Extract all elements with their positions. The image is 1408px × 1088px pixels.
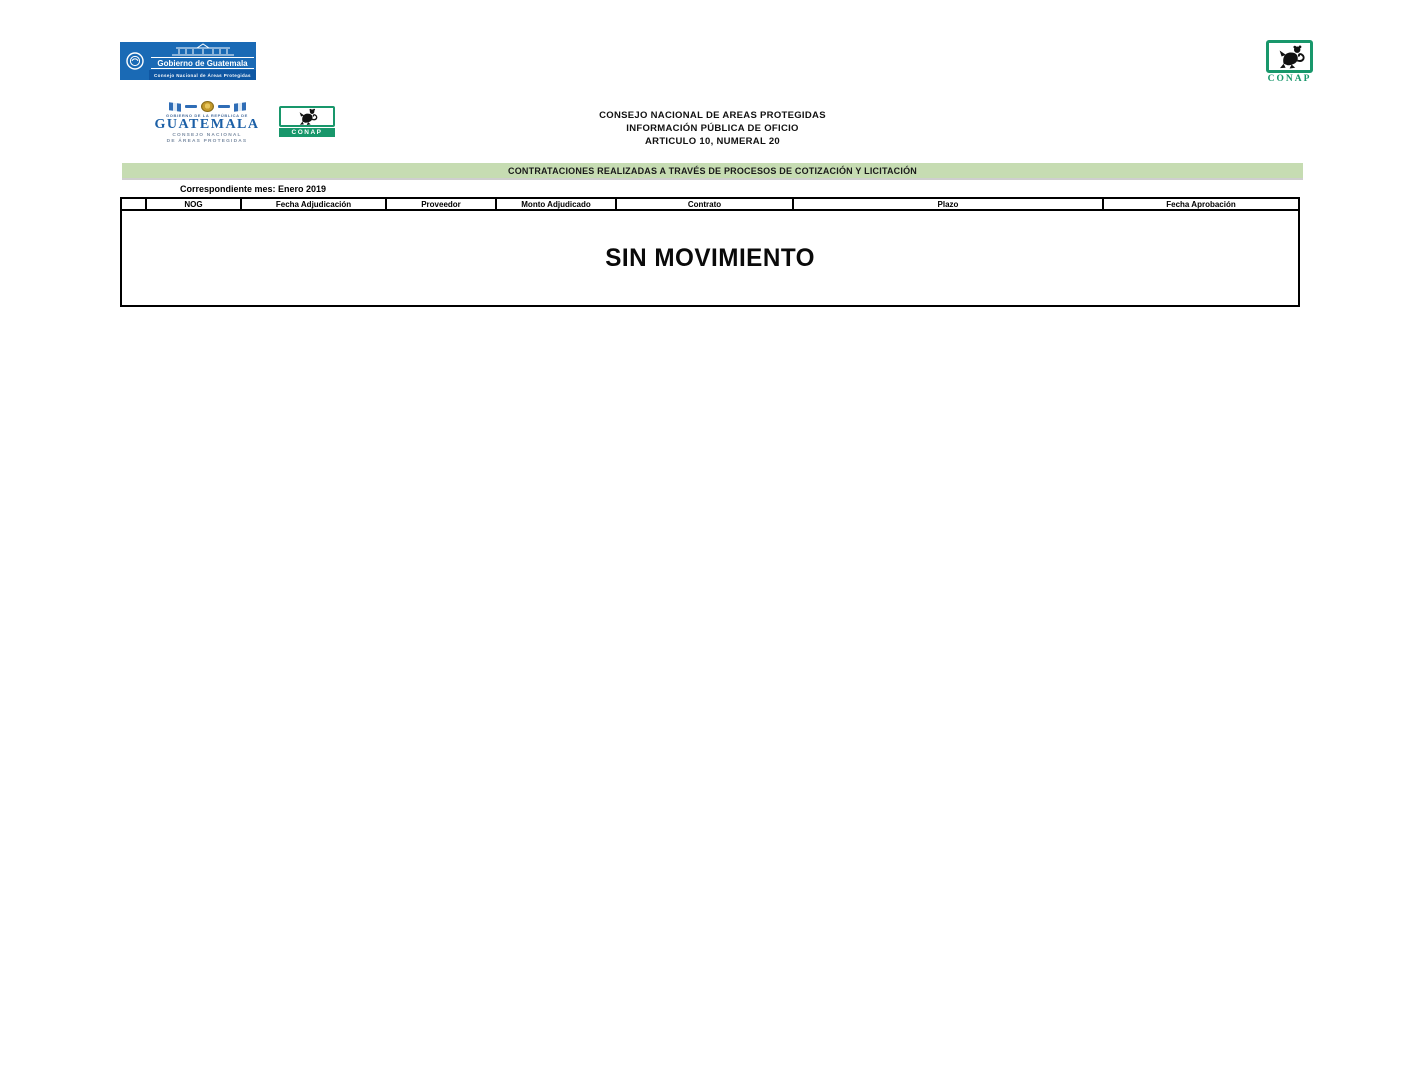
conap-logo-label: CONAP bbox=[279, 128, 335, 137]
flag-ribbon-icon bbox=[185, 105, 197, 108]
column-header-proveedor: Proveedor bbox=[387, 199, 497, 209]
section-banner bbox=[122, 163, 1303, 180]
table-empty-body bbox=[120, 211, 1300, 307]
conap-logo-top-right bbox=[1266, 40, 1313, 84]
column-header-nog: NOG bbox=[147, 199, 242, 209]
guatemala-logo-subtitle-1: CONSEJO NACIONAL bbox=[172, 133, 242, 138]
document-title-line-2: INFORMACIÓN PÚBLICA DE OFICIO bbox=[626, 123, 799, 134]
guatemala-logo-subtitle-2: DE ÁREAS PROTEGIDAS bbox=[166, 139, 248, 144]
empty-state-message: SIN MOVIMIENTO bbox=[605, 243, 815, 272]
column-header-fecha-aprobacion: Fecha Aprobación bbox=[1166, 199, 1236, 209]
flag-ribbon-icon bbox=[218, 105, 230, 108]
conap-logo-label: CONAP bbox=[1267, 74, 1312, 84]
palace-building-icon bbox=[170, 43, 236, 56]
table-header-row bbox=[120, 197, 1300, 211]
column-header-monto-adjudicado: Monto Adjudicado bbox=[497, 199, 617, 209]
period-label: Correspondiente mes: Enero 2019 bbox=[180, 184, 327, 194]
section-banner-text: CONTRATACIONES REALIZADAS A TRAVÉS DE PROCESOS DE COTIZACIÓN Y LICITACIÓN bbox=[508, 165, 917, 176]
column-header-fecha-adjudicacion: Fecha Adjudicación bbox=[242, 199, 387, 209]
document-title-block bbox=[122, 109, 1303, 148]
conap-monkey-icon bbox=[1266, 40, 1313, 73]
gobierno-guatemala-logo bbox=[120, 42, 256, 80]
guatemala-logo-title: GUATEMALA bbox=[154, 117, 260, 132]
contracts-table bbox=[120, 197, 1300, 307]
document-title-line-3: ARTICULO 10, NUMERAL 20 bbox=[645, 136, 780, 147]
column-header-plazo: Plazo bbox=[794, 199, 1104, 209]
document-title-line-1: CONSEJO NACIONAL DE AREAS PROTEGIDAS bbox=[599, 110, 826, 121]
gobierno-logo-title: Gobierno de Guatemala bbox=[151, 57, 254, 69]
gobierno-logo-subtitle: Consejo Nacional de Áreas Protegidas bbox=[149, 70, 256, 80]
guatemala-logo-overline: GOBIERNO DE LA REPÚBLICA DE bbox=[166, 113, 248, 118]
national-seal-icon bbox=[120, 42, 149, 80]
column-header-contrato: Contrato bbox=[617, 199, 794, 209]
column-header-rownum bbox=[122, 199, 147, 209]
